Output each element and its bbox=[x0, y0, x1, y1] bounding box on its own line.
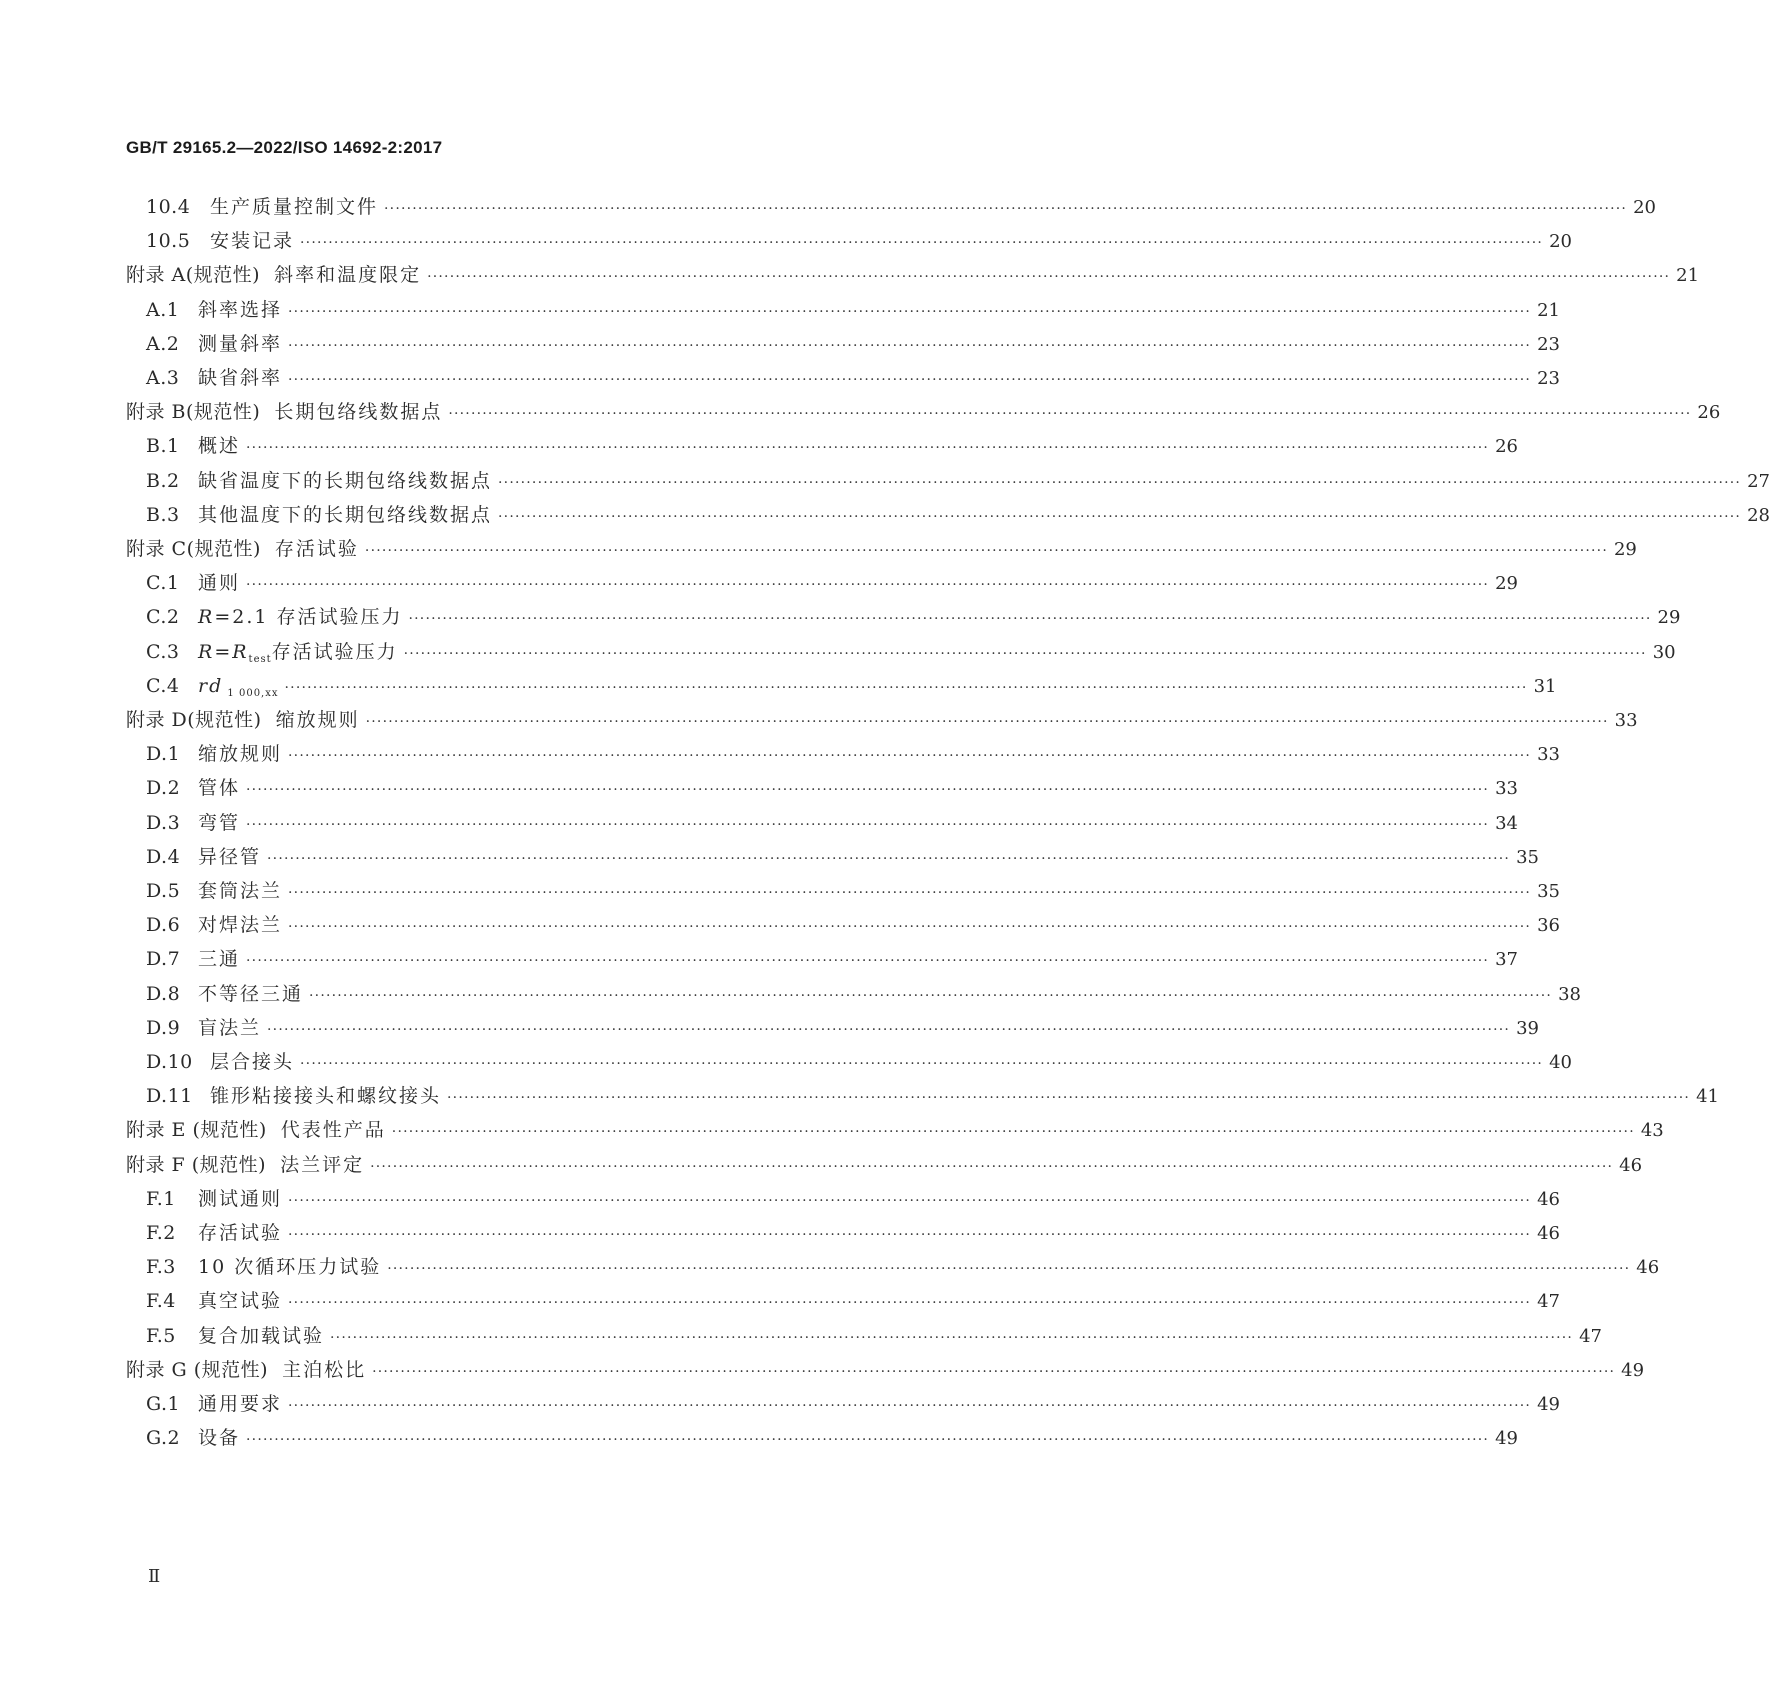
toc-entry-title: 其他温度下的长期包络线数据点 bbox=[198, 503, 493, 526]
toc-entry-number: G.2 bbox=[146, 1427, 181, 1450]
toc-entry-title: 生产质量控制文件 bbox=[210, 196, 379, 218]
toc-entry-page: 27 bbox=[1747, 470, 1770, 492]
toc-entry-title: 复合加载试验 bbox=[198, 1324, 325, 1347]
toc-entry-page: 47 bbox=[1579, 1325, 1602, 1347]
toc-leader-dots: ···························································································································································································································· bbox=[288, 1192, 1532, 1209]
toc-entry-page: 35 bbox=[1537, 881, 1560, 902]
toc-entry-page: 28 bbox=[1747, 504, 1770, 526]
toc-entry-page: 30 bbox=[1652, 641, 1676, 663]
toc-leader-dots: ···························································································································································································································· bbox=[300, 235, 1544, 252]
toc-entry-title: 对焊法兰 bbox=[198, 914, 283, 937]
toc-entry-number: B.1 bbox=[146, 435, 180, 458]
toc-entry[interactable] bbox=[126, 1150, 1643, 1180]
toc-entry[interactable] bbox=[126, 1286, 1560, 1316]
toc-entry-title: 不等径三通 bbox=[198, 982, 304, 1005]
toc-entry-title: 层合接头 bbox=[210, 1051, 295, 1073]
toc-entry-title: rd $_{1 000,xx}$ bbox=[198, 674, 279, 699]
toc-entry-page: 34 bbox=[1495, 812, 1518, 834]
toc-leader-dots: ···························································································································································································································· bbox=[288, 919, 1532, 936]
toc-entry-number: 附录 G (规范性) bbox=[126, 1358, 269, 1381]
toc-entry-number: B.2 bbox=[146, 469, 180, 492]
toc-leader-dots: ···························································································································································································································· bbox=[288, 1227, 1532, 1243]
toc-leader-dots: ···························································································································································································································· bbox=[246, 782, 1490, 799]
toc-entry[interactable] bbox=[126, 1423, 1518, 1453]
toc-entry-page: 20 bbox=[1633, 197, 1656, 218]
toc-entry[interactable] bbox=[126, 1013, 1539, 1043]
toc-entry-number: B.3 bbox=[146, 503, 180, 526]
toc-entry[interactable] bbox=[126, 637, 1676, 667]
toc-entry[interactable] bbox=[126, 534, 1637, 564]
toc-entry-number: 10.5 bbox=[146, 230, 191, 253]
toc-entry-title: 设备 bbox=[198, 1427, 241, 1450]
toc-leader-dots: ···························································································································································································································· bbox=[246, 1432, 1490, 1449]
toc-entry-page: 23 bbox=[1537, 368, 1560, 389]
toc-entry-page: 38 bbox=[1558, 983, 1581, 1005]
toc-entry[interactable] bbox=[126, 363, 1560, 393]
toc-entry[interactable] bbox=[126, 979, 1581, 1009]
toc-leader-dots: ···························································································································································································································· bbox=[288, 303, 1532, 320]
toc-entry-number: D.11 bbox=[146, 1085, 193, 1108]
toc-entry[interactable] bbox=[126, 466, 1770, 496]
toc-entry[interactable] bbox=[126, 842, 1539, 872]
toc-entry[interactable] bbox=[126, 397, 1721, 427]
toc-entry-number: C.4 bbox=[146, 674, 180, 697]
toc-entry[interactable] bbox=[126, 1321, 1602, 1351]
toc-leader-dots: ···························································································································································································································· bbox=[391, 1124, 1635, 1141]
toc-entry-number: A.3 bbox=[146, 367, 180, 389]
toc-entry-title: 套筒法兰 bbox=[198, 880, 283, 902]
toc-entry-page: 33 bbox=[1537, 744, 1560, 766]
toc-entry-title: 缺省斜率 bbox=[198, 367, 283, 389]
toc-entry-title: 存活试验 bbox=[198, 1222, 283, 1244]
toc-entry-number: D.5 bbox=[146, 880, 181, 902]
toc-entry[interactable] bbox=[126, 1115, 1664, 1145]
toc-entry-number: D.7 bbox=[146, 948, 181, 971]
toc-entry-page: 29 bbox=[1495, 573, 1518, 595]
toc-entry-number: C.3 bbox=[146, 640, 180, 663]
toc-leader-dots: ···························································································································································································································· bbox=[448, 406, 1692, 423]
toc-entry-title: 三通 bbox=[198, 948, 241, 971]
toc-entry[interactable] bbox=[126, 1081, 1719, 1111]
toc-entry-number: F.2 bbox=[146, 1222, 176, 1244]
toc-entry-title: 斜率选择 bbox=[198, 298, 283, 321]
toc-entry-page: 46 bbox=[1537, 1188, 1560, 1210]
toc-entry[interactable] bbox=[126, 808, 1518, 838]
toc-entry-page: 26 bbox=[1495, 436, 1518, 458]
toc-entry[interactable] bbox=[126, 944, 1518, 974]
toc-entry-number: 附录 F (规范性) bbox=[126, 1153, 267, 1176]
toc-leader-dots: ···························································································································································································································· bbox=[364, 543, 1608, 559]
toc-leader-dots: ···························································································································································································································· bbox=[288, 1295, 1532, 1312]
page-numeral: Ⅱ bbox=[148, 1566, 160, 1587]
toc-entry-page: 29 bbox=[1613, 539, 1637, 560]
toc-entry-number: C.1 bbox=[146, 572, 180, 595]
toc-entry-title: 测量斜率 bbox=[198, 332, 283, 355]
toc-entry-page: 39 bbox=[1516, 1017, 1539, 1039]
toc-entry-page: 21 bbox=[1676, 265, 1700, 287]
toc-entry-page: 23 bbox=[1537, 333, 1560, 355]
toc-entry[interactable] bbox=[126, 192, 1656, 222]
toc-leader-dots: ···························································································································································································································· bbox=[498, 508, 1742, 525]
toc-entry[interactable] bbox=[126, 1355, 1645, 1385]
toc-entry-page: 26 bbox=[1697, 402, 1721, 424]
toc-entry-title: 安装记录 bbox=[210, 230, 295, 253]
toc-leader-dots: ···························································································································································································································· bbox=[384, 201, 1628, 217]
toc-entry-title: 长期包络线数据点 bbox=[274, 401, 443, 424]
toc-leader-dots: ···························································································································································································································· bbox=[267, 850, 1511, 867]
toc-entry-title: 测试通则 bbox=[198, 1187, 283, 1210]
toc-entry[interactable] bbox=[126, 602, 1681, 632]
toc-entry-number: D.8 bbox=[146, 982, 181, 1005]
toc-entry-page: 35 bbox=[1516, 846, 1539, 868]
toc-entry-number: 附录 B(规范性) bbox=[126, 401, 261, 424]
toc-entry-title: 通则 bbox=[198, 572, 241, 595]
toc-entry[interactable] bbox=[126, 568, 1518, 598]
toc-leader-dots: ···························································································································································································································· bbox=[309, 987, 1553, 1004]
toc-leader-dots: ···························································································································································································································· bbox=[246, 816, 1490, 833]
toc-entry-number: F.1 bbox=[146, 1187, 176, 1210]
toc-entry-number: 附录 E (规范性) bbox=[126, 1119, 267, 1142]
toc-entry-title: R=2.1 存活试验压力 bbox=[198, 606, 403, 629]
toc-entry-page: 49 bbox=[1495, 1428, 1518, 1450]
toc-entry-title: 异径管 bbox=[198, 845, 262, 868]
toc-entry-number: D.1 bbox=[146, 743, 181, 766]
toc-entry-page: 21 bbox=[1537, 299, 1560, 321]
toc-entry-number: F.4 bbox=[146, 1290, 176, 1313]
toc-entry-title: 法兰评定 bbox=[280, 1153, 365, 1176]
toc-leader-dots: ···························································································································································································································· bbox=[387, 1261, 1631, 1278]
toc-entry[interactable] bbox=[126, 1218, 1560, 1248]
toc-leader-dots: ···························································································································································································································· bbox=[246, 577, 1490, 594]
toc-entry-title: 10 次循环压力试验 bbox=[198, 1256, 382, 1279]
toc-entry-title: 真空试验 bbox=[198, 1290, 283, 1313]
toc-entry-page: 33 bbox=[1614, 710, 1638, 731]
toc-leader-dots: ···························································································································································································································· bbox=[370, 1158, 1614, 1175]
toc-entry-title: $R=R_{test}$存活试验压力 bbox=[198, 640, 398, 665]
toc-entry-page: 47 bbox=[1537, 1291, 1560, 1313]
toc-entry-number: A.1 bbox=[146, 298, 180, 321]
toc-leader-dots: ···························································································································································································································· bbox=[365, 714, 1609, 730]
toc-entry-page: 20 bbox=[1549, 231, 1572, 253]
toc-leader-dots: ···························································································································································································································· bbox=[288, 748, 1532, 765]
toc-entry-number: F.5 bbox=[146, 1324, 176, 1347]
toc-leader-dots: ···························································································································································································································· bbox=[267, 1021, 1511, 1038]
toc-leader-dots: ···························································································································································································································· bbox=[246, 953, 1490, 970]
document-code-header: GB/T 29165.2—2022/ISO 14692-2:2017 bbox=[126, 138, 443, 157]
toc-leader-dots: ···························································································································································································································· bbox=[300, 1056, 1544, 1072]
toc-entry-page: 49 bbox=[1621, 1359, 1645, 1381]
toc-entry-page: 43 bbox=[1640, 1120, 1664, 1142]
toc-entry-page: 31 bbox=[1533, 675, 1557, 697]
toc-entry-title: 盲法兰 bbox=[198, 1016, 262, 1039]
toc-entry-title: 弯管 bbox=[198, 811, 241, 834]
toc-entry-page: 33 bbox=[1495, 778, 1518, 800]
toc-entry-title: 代表性产品 bbox=[280, 1119, 386, 1142]
toc-leader-dots: ···························································································································································································································· bbox=[288, 885, 1532, 901]
toc-entry-title: 斜率和温度限定 bbox=[274, 264, 422, 287]
toc-entry-title: 主泊松比 bbox=[282, 1358, 367, 1381]
toc-entry[interactable] bbox=[126, 1047, 1572, 1077]
toc-entry[interactable] bbox=[126, 431, 1518, 461]
toc-leader-dots: ···························································································································································································································· bbox=[330, 1329, 1574, 1346]
toc-entry-title: 缩放规则 bbox=[198, 743, 283, 766]
toc-entry-title: 概述 bbox=[198, 435, 241, 458]
toc-entry-number: 附录 C(规范性) bbox=[126, 538, 261, 560]
toc-entry-number: F.3 bbox=[146, 1256, 176, 1279]
toc-entry-number: D.2 bbox=[146, 777, 181, 800]
toc-entry-number: C.2 bbox=[146, 606, 180, 629]
toc-entry[interactable] bbox=[126, 260, 1700, 290]
toc-entry-title: 存活试验 bbox=[274, 538, 359, 560]
toc-entry[interactable] bbox=[126, 1252, 1660, 1282]
toc-entry[interactable] bbox=[126, 705, 1638, 735]
toc-leader-dots: ···························································································································································································································· bbox=[408, 611, 1652, 628]
toc-entry[interactable] bbox=[126, 739, 1560, 769]
toc-leader-dots: ···························································································································································································································· bbox=[288, 372, 1532, 388]
toc-leader-dots: ···························································································································································································································· bbox=[288, 337, 1532, 354]
toc-leader-dots: ···························································································································································································································· bbox=[288, 1398, 1532, 1414]
toc-entry-page: 46 bbox=[1636, 1257, 1660, 1279]
toc-entry-page: 40 bbox=[1549, 1052, 1572, 1073]
toc-entry[interactable] bbox=[126, 910, 1560, 940]
toc-entry-title: 通用要求 bbox=[198, 1393, 283, 1415]
toc-entry-number: 附录 D(规范性) bbox=[126, 709, 262, 731]
toc-leader-dots: ···························································································································································································································· bbox=[447, 1090, 1691, 1107]
toc-entry[interactable] bbox=[126, 671, 1557, 701]
toc-leader-dots: ···························································································································································································································· bbox=[403, 645, 1647, 662]
toc-entry[interactable] bbox=[126, 226, 1572, 256]
toc-entry[interactable] bbox=[126, 500, 1770, 530]
toc-entry-page: 29 bbox=[1657, 607, 1681, 629]
toc-entry-number: A.2 bbox=[146, 332, 180, 355]
toc-entry-number: D.6 bbox=[146, 914, 181, 937]
toc-entry[interactable] bbox=[126, 295, 1560, 325]
toc-entry-number: 附录 A(规范性) bbox=[126, 264, 261, 287]
toc-entry-page: 37 bbox=[1495, 949, 1518, 971]
toc-entry-page: 46 bbox=[1537, 1223, 1560, 1244]
toc-entry-page: 49 bbox=[1537, 1394, 1560, 1415]
toc-entry-number: D.10 bbox=[146, 1051, 193, 1073]
toc-leader-dots: ···························································································································································································································· bbox=[372, 1363, 1616, 1380]
toc-entry-number: G.1 bbox=[146, 1393, 181, 1415]
toc-leader-dots: ···························································································································································································································· bbox=[284, 679, 1528, 696]
toc-entry-title: 锥形粘接接头和螺纹接头 bbox=[210, 1085, 442, 1108]
toc-entry[interactable] bbox=[126, 773, 1518, 803]
toc-entry[interactable] bbox=[126, 1389, 1560, 1419]
toc-entry[interactable] bbox=[126, 329, 1560, 359]
toc-leader-dots: ···························································································································································································································· bbox=[427, 269, 1671, 286]
toc-entry[interactable] bbox=[126, 876, 1560, 906]
toc-entry-title: 缩放规则 bbox=[275, 709, 360, 731]
toc-leader-dots: ···························································································································································································································· bbox=[246, 440, 1490, 457]
toc-entry-number: D.3 bbox=[146, 811, 181, 834]
toc-entry-number: 10.4 bbox=[146, 196, 191, 218]
toc-entry-page: 36 bbox=[1537, 915, 1560, 937]
toc-entry-title: 管体 bbox=[198, 777, 241, 800]
toc-entry-page: 46 bbox=[1619, 1154, 1643, 1176]
toc-entry[interactable] bbox=[126, 1184, 1560, 1214]
toc-entry-number: D.4 bbox=[146, 845, 181, 868]
toc-entry-number: D.9 bbox=[146, 1016, 181, 1039]
toc-entry-title: 缺省温度下的长期包络线数据点 bbox=[198, 469, 493, 492]
toc-entry-page: 41 bbox=[1696, 1086, 1719, 1108]
toc-leader-dots: ···························································································································································································································· bbox=[498, 474, 1742, 491]
